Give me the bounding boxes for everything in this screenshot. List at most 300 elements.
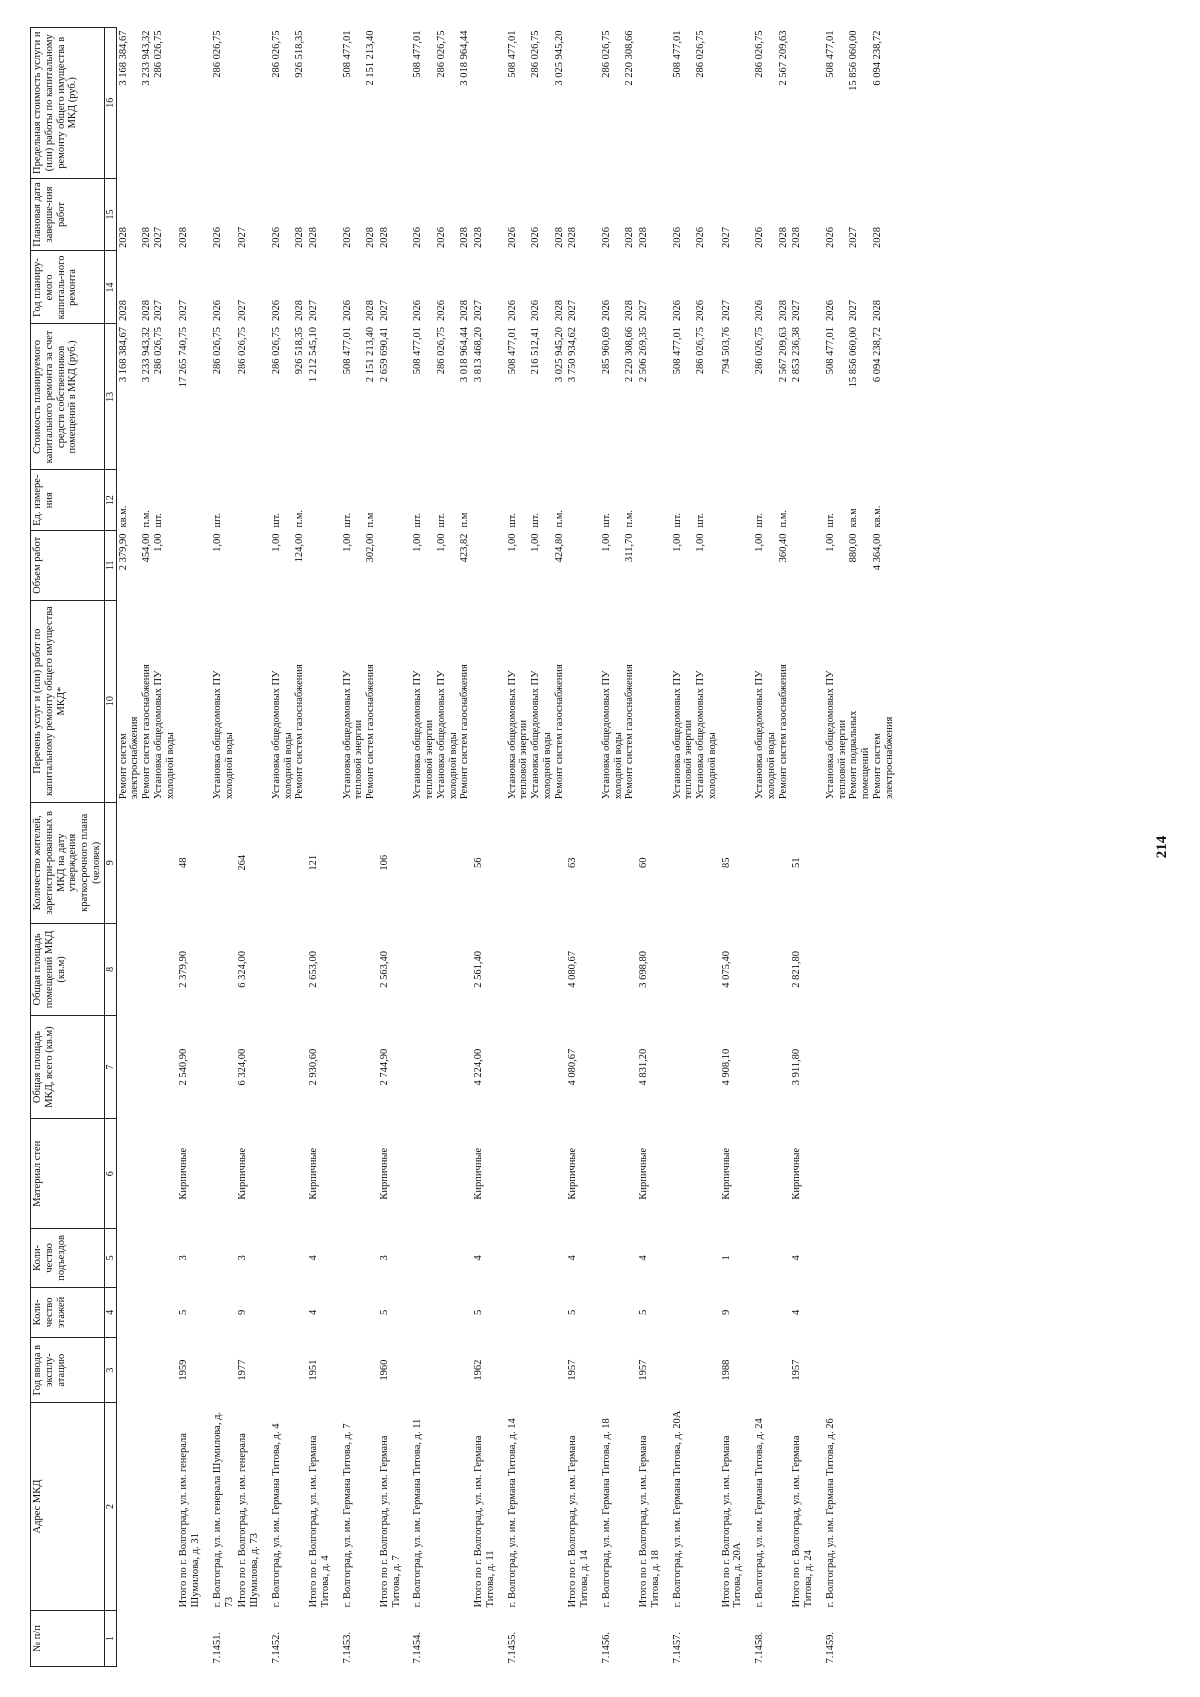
value-line: 2027 — [152, 226, 164, 248]
value-line — [683, 181, 695, 248]
value-line — [837, 534, 849, 598]
work-item: холодной воды — [765, 732, 777, 800]
work-item: Ремонт систем — [117, 733, 129, 800]
row-number — [236, 1610, 262, 1666]
limit-cost-cell — [116, 28, 177, 179]
works-list-cell — [637, 600, 663, 802]
unit-cell — [566, 470, 592, 531]
value-line: 508 477,01 — [506, 326, 518, 375]
floors-cell: 9 — [720, 1309, 732, 1315]
planned-year-cell — [270, 251, 307, 324]
row-spacer — [203, 28, 211, 1667]
works-list-cell — [236, 600, 262, 802]
work-item: электроснабжения — [129, 716, 141, 800]
work-item: тепловой энергии — [836, 719, 848, 800]
value-line — [837, 254, 849, 321]
value-line: 2028 — [624, 226, 636, 248]
work-item: помещений — [860, 747, 872, 800]
table-body — [116, 28, 896, 1667]
value-line — [224, 534, 236, 598]
value-line: п.м. — [553, 509, 565, 528]
value-line: шт. — [671, 512, 683, 528]
value-line — [353, 31, 365, 176]
column-header-5: Коли-чество подъездов — [31, 1229, 105, 1287]
value-line: 926 518,35 — [294, 326, 306, 375]
column-number-4: 4 — [104, 1287, 116, 1338]
value-line — [884, 254, 896, 321]
unit-cell — [506, 470, 567, 531]
value-line — [129, 254, 141, 321]
planned-year-cell — [824, 251, 897, 324]
total-area-cell: 6 324,00 — [237, 1048, 249, 1086]
value-line: 3 750 934,62 — [567, 326, 579, 383]
value-line — [424, 327, 436, 467]
value-line: 2026 — [341, 299, 353, 321]
value-line: 286 026,75 — [237, 326, 249, 375]
value-line: 286 026,75 — [435, 30, 447, 78]
table-row — [824, 28, 897, 1667]
end-date-cell — [824, 178, 897, 251]
residents-cell: 63 — [567, 857, 579, 869]
limit-cost-cell — [236, 28, 262, 179]
wall-material-cell: Кирпичные — [237, 1147, 249, 1200]
value-line: 2026 — [506, 226, 518, 248]
premises-area-cell — [753, 923, 790, 1015]
value-line — [283, 534, 295, 598]
value-line — [860, 473, 872, 528]
value-line: п.м — [459, 512, 471, 528]
total-area-cell: 4 224,00 — [473, 1048, 485, 1086]
value-line: шт. — [506, 512, 518, 528]
value-line: 3 018 964,44 — [459, 30, 471, 86]
volume-cell — [177, 531, 203, 601]
wall-material-cell — [411, 1119, 472, 1229]
build-year-cell: 1957 — [567, 1359, 579, 1381]
table-row — [116, 28, 177, 1667]
column-number-5: 5 — [104, 1229, 116, 1287]
build-year-cell: 1957 — [638, 1359, 650, 1381]
work-item: Установка общедомовых ПУ — [695, 670, 707, 800]
entrances-cell — [270, 1229, 307, 1287]
address-cell — [116, 1403, 177, 1611]
address-cell: г. Волгоград, ул. им. Германа Титова, д. 24 — [754, 1418, 766, 1608]
value-line: 2026 — [754, 299, 766, 321]
planned-year-cell — [116, 251, 177, 324]
work-item: Установка общедомовых ПУ — [754, 670, 766, 800]
cost-cell — [236, 324, 262, 470]
total-area-cell — [341, 1015, 378, 1118]
value-line — [860, 181, 872, 248]
column-header-16: Предельная стоимость услуги и (или) работы по капитальному ремонту общего имущества в МКД (руб.) — [31, 28, 105, 179]
end-date-cell — [600, 178, 637, 251]
build-year-cell: 1988 — [720, 1359, 732, 1381]
address-cell: Итого по г. Волгоград, ул. им. генерала Шумилова, д. 31 — [178, 1433, 202, 1608]
volume-cell — [307, 531, 333, 601]
value-line — [542, 327, 554, 467]
row-number: 7.1456. — [600, 1632, 612, 1664]
works-list-cell — [720, 600, 746, 802]
entrances-cell: 4 — [638, 1255, 650, 1261]
end-date-cell — [790, 178, 816, 251]
work-item: холодной воды — [706, 732, 718, 800]
address-cell: г. Волгоград, ул. им. Германа Титова, д. 18 — [600, 1418, 612, 1608]
column-header-8: Общая площадь помещений МКД (кв.м) — [31, 923, 105, 1015]
volume-cell — [671, 531, 720, 601]
value-line: п.м. — [624, 509, 636, 528]
unit-cell — [270, 470, 307, 531]
value-line: 6 094 238,72 — [871, 326, 883, 383]
limit-cost-cell — [790, 28, 816, 179]
address-cell: г. Волгоград, ул. им. Германа Титова, д. 4 — [270, 1423, 282, 1608]
value-line — [766, 534, 778, 598]
value-line — [613, 254, 625, 321]
premises-area-cell: 3 698,80 — [638, 951, 650, 988]
value-line: 286 026,75 — [211, 326, 223, 375]
table-row — [506, 28, 567, 1667]
value-line: шт. — [754, 512, 766, 528]
column-header-11: Объем работ — [31, 531, 105, 601]
value-line: 1,00 — [600, 533, 612, 552]
entrances-cell: 4 — [791, 1255, 803, 1261]
value-line: 880,00 — [848, 533, 860, 563]
value-line: 311,70 — [624, 533, 636, 562]
value-line: 2 151 213,40 — [365, 30, 377, 86]
value-line — [542, 254, 554, 321]
residents-cell — [411, 802, 472, 923]
floors-cell: 4 — [791, 1309, 803, 1315]
work-item: холодной воды — [447, 732, 459, 800]
work-item: Ремонт подвальных — [848, 710, 860, 800]
volume-cell — [341, 531, 378, 601]
value-line: 2028 — [294, 226, 306, 248]
value-line: 2 567 209,63 — [777, 326, 789, 383]
works-list-cell — [600, 600, 637, 802]
address-cell: Итого по г. Волгоград, ул. им. Германа Титова, д. 11 — [473, 1435, 496, 1608]
value-line: 508 477,01 — [412, 30, 424, 78]
value-line: шт. — [695, 512, 707, 528]
value-line: 1,00 — [671, 533, 683, 552]
value-line — [165, 534, 177, 598]
floors-cell — [671, 1287, 720, 1338]
column-number-12: 12 — [104, 470, 116, 531]
value-line: 2026 — [824, 226, 836, 248]
work-item: Установка общедомовых ПУ — [211, 670, 223, 800]
value-line — [884, 473, 896, 528]
row-number: 7.1451. — [211, 1632, 223, 1664]
work-item: тепловой энергии — [683, 719, 695, 800]
value-line: 2028 — [365, 226, 377, 248]
address-cell: Итого по г. Волгоград, ул. им. Германа Титова, д. 4 — [308, 1435, 331, 1608]
floors-cell: 5 — [638, 1309, 650, 1315]
table-row — [671, 28, 720, 1667]
works-list-cell — [566, 600, 592, 802]
column-number-1: 1 — [104, 1610, 116, 1666]
value-line — [707, 473, 719, 528]
floors-cell: 4 — [308, 1309, 320, 1315]
column-header-6: Материал стен — [31, 1119, 105, 1229]
value-line: 2028 — [459, 226, 471, 248]
total-area-cell — [411, 1015, 472, 1118]
value-line: 1,00 — [270, 533, 282, 552]
value-line — [353, 181, 365, 248]
value-line — [683, 254, 695, 321]
total-area-cell — [824, 1015, 897, 1118]
build-year-cell: 1962 — [473, 1359, 485, 1381]
row-number — [720, 1610, 746, 1666]
limit-cost-cell — [341, 28, 378, 179]
spacer-cell — [262, 28, 270, 1667]
value-line: шт. — [530, 512, 542, 528]
premises-area-cell — [671, 923, 720, 1015]
works-list-cell — [270, 600, 307, 802]
value-line — [165, 31, 177, 176]
floors-cell: 5 — [473, 1309, 485, 1315]
entrances-cell: 3 — [378, 1255, 390, 1261]
value-line: 302,00 — [365, 533, 377, 563]
value-line: 2027 — [848, 226, 860, 248]
value-line: 2028 — [365, 299, 377, 321]
work-item: Установка общедомовых ПУ — [671, 670, 683, 800]
address-cell: г. Волгоград, ул. им. Германа Титова, д. 20А — [671, 1410, 683, 1608]
works-list-cell — [753, 600, 790, 802]
table-row — [341, 28, 378, 1667]
entrances-cell — [116, 1229, 177, 1287]
value-line: 2028 — [567, 226, 579, 248]
address-cell: Итого по г. Волгоград, ул. им. Германа Титова, д. 24 — [791, 1435, 815, 1608]
value-line: 2026 — [530, 226, 542, 248]
entrances-cell — [211, 1229, 237, 1287]
value-line: 2028 — [378, 226, 390, 248]
value-line — [766, 473, 778, 528]
column-number-6: 6 — [104, 1119, 116, 1229]
value-line — [766, 31, 778, 176]
wall-material-cell: Кирпичные — [567, 1147, 579, 1200]
work-item: Ремонт систем газоснабжения — [365, 664, 377, 800]
address-cell: Итого по г. Волгоград, ул. им. генерала Шумилова, д. 73 — [237, 1433, 261, 1608]
cost-cell — [270, 324, 307, 470]
value-line: 216 512,41 — [530, 326, 542, 375]
value-line — [518, 181, 530, 248]
cost-cell — [753, 324, 790, 470]
table-header-row — [31, 28, 105, 1667]
value-line: 2027 — [237, 299, 249, 321]
value-line: шт. — [341, 512, 353, 528]
value-line — [766, 181, 778, 248]
value-line — [165, 473, 177, 528]
floors-cell — [600, 1287, 637, 1338]
value-line: 2026 — [600, 299, 612, 321]
value-line — [884, 327, 896, 467]
value-line: 6 094 238,72 — [871, 30, 883, 86]
planned-year-cell — [600, 251, 637, 324]
build-year-cell: 1957 — [791, 1359, 803, 1381]
address-cell: г. Волгоград, ул. им. генерала Шумилова, д. 73 — [211, 1411, 235, 1608]
value-line: 2 659 690,41 — [378, 326, 390, 383]
value-line — [448, 534, 460, 598]
work-item: холодной воды — [282, 732, 294, 800]
wall-material-cell: Кирпичные — [308, 1147, 320, 1200]
unit-cell — [177, 470, 203, 531]
planned-year-cell — [472, 251, 498, 324]
planned-year-cell — [341, 251, 378, 324]
value-line — [518, 534, 530, 598]
value-line: 423,82 — [459, 533, 471, 563]
column-number-10: 10 — [104, 600, 116, 802]
value-line: 2028 — [141, 226, 153, 248]
volume-cell — [637, 531, 663, 601]
value-line: 2026 — [412, 299, 424, 321]
value-line — [448, 254, 460, 321]
cost-cell — [341, 324, 378, 470]
planned-year-cell — [637, 251, 663, 324]
premises-area-cell: 2 379,90 — [178, 951, 190, 988]
value-line — [283, 254, 295, 321]
row-spacer — [333, 28, 341, 1667]
end-date-cell — [378, 178, 404, 251]
total-area-cell — [211, 1015, 237, 1118]
planned-year-cell — [566, 251, 592, 324]
value-line: 2028 — [624, 299, 636, 321]
value-line: 286 026,75 — [530, 30, 542, 78]
end-date-cell — [236, 178, 262, 251]
end-date-cell — [307, 178, 333, 251]
work-item: тепловой энергии — [518, 719, 530, 800]
value-line: шт. — [270, 512, 282, 528]
build-year-cell — [116, 1338, 177, 1403]
value-line — [224, 254, 236, 321]
limit-cost-cell — [671, 28, 720, 179]
residents-cell: 51 — [791, 857, 803, 869]
wall-material-cell — [341, 1119, 378, 1229]
value-line — [353, 534, 365, 598]
value-line: п.м. — [777, 509, 789, 528]
value-line — [542, 534, 554, 598]
value-line: 286 026,75 — [211, 30, 223, 78]
column-header-3: Год ввода в эксплу-атацию — [31, 1338, 105, 1403]
value-line: 508 477,01 — [824, 30, 836, 78]
value-line: 508 477,01 — [341, 326, 353, 375]
row-number — [566, 1610, 592, 1666]
value-line — [283, 181, 295, 248]
end-date-cell — [637, 178, 663, 251]
work-item: Установка общедомовых ПУ — [412, 670, 424, 800]
end-date-cell — [341, 178, 378, 251]
limit-cost-cell — [637, 28, 663, 179]
works-list-cell — [671, 600, 720, 802]
value-line: 2028 — [117, 299, 129, 321]
value-line — [542, 181, 554, 248]
cost-cell — [116, 324, 177, 470]
value-line: 2028 — [308, 226, 320, 248]
value-line: 1,00 — [412, 533, 424, 552]
value-line: кв.м — [848, 508, 860, 528]
value-line — [837, 31, 849, 176]
total-area-cell — [753, 1015, 790, 1118]
volume-cell — [720, 531, 746, 601]
value-line — [448, 31, 460, 176]
value-line: 286 026,75 — [152, 326, 164, 375]
works-list-cell — [307, 600, 333, 802]
value-line: шт. — [824, 512, 836, 528]
value-line — [224, 181, 236, 248]
value-line: 286 026,75 — [695, 30, 707, 78]
value-line: 2028 — [553, 226, 565, 248]
row-number: 7.1459. — [824, 1632, 836, 1664]
value-line — [224, 473, 236, 528]
value-line: шт. — [600, 512, 612, 528]
planned-year-cell — [236, 251, 262, 324]
row-spacer — [745, 28, 753, 1667]
row-spacer — [592, 28, 600, 1667]
cost-cell — [211, 324, 237, 470]
total-area-cell — [600, 1015, 637, 1118]
premises-area-cell: 2 653,00 — [308, 951, 320, 988]
table-row — [270, 28, 307, 1667]
value-line — [683, 534, 695, 598]
column-number-14: 14 — [104, 251, 116, 324]
value-line: 3 233 943,32 — [141, 326, 153, 383]
value-line: 1,00 — [695, 533, 707, 552]
volume-cell — [753, 531, 790, 601]
value-line: 2027 — [378, 299, 390, 321]
value-line: 508 477,01 — [671, 326, 683, 375]
planned-year-cell — [177, 251, 203, 324]
wall-material-cell: Кирпичные — [378, 1147, 390, 1200]
limit-cost-cell — [566, 28, 592, 179]
residents-cell: 85 — [720, 857, 732, 869]
value-line: п.м — [365, 512, 377, 528]
value-line: 2028 — [553, 299, 565, 321]
value-line — [518, 254, 530, 321]
value-line: 2026 — [211, 299, 223, 321]
work-item: тепловой энергии — [353, 719, 365, 800]
value-line: 2 220 308,66 — [624, 326, 636, 383]
volume-cell — [566, 531, 592, 601]
value-line — [424, 473, 436, 528]
wall-material-cell — [671, 1119, 720, 1229]
spacer-cell — [816, 28, 824, 1667]
build-year-cell — [270, 1338, 307, 1403]
row-number — [177, 1610, 203, 1666]
value-line: 2027 — [720, 299, 732, 321]
value-line: 2 220 308,66 — [624, 30, 636, 86]
work-item: Ремонт систем газоснабжения — [624, 664, 636, 800]
column-number-16: 16 — [104, 28, 116, 179]
entrances-cell — [506, 1229, 567, 1287]
works-list-cell — [506, 600, 567, 802]
address-cell: Итого по г. Волгоград, ул. им. Германа Титова, д. 20А — [720, 1435, 744, 1608]
address-cell: г. Волгоград, ул. им. Германа Титова, д. 26 — [824, 1418, 836, 1608]
value-line — [542, 473, 554, 528]
entrances-cell: 3 — [237, 1255, 249, 1261]
value-line: 3 025 945,20 — [553, 326, 565, 383]
work-item: Установка общедомовых ПУ — [152, 670, 164, 800]
value-line: 2028 — [777, 299, 789, 321]
value-line: 424,80 — [553, 533, 565, 563]
value-line: 286 026,75 — [435, 326, 447, 375]
total-row — [720, 28, 746, 1667]
wall-material-cell: Кирпичные — [720, 1147, 732, 1200]
total-area-cell: 3 911,80 — [791, 1048, 803, 1086]
unit-cell — [720, 470, 746, 531]
value-line: 926 518,35 — [294, 30, 306, 78]
entrances-cell — [411, 1229, 472, 1287]
column-number-13: 13 — [104, 324, 116, 470]
value-line: 2028 — [294, 299, 306, 321]
value-line: 2028 — [473, 226, 485, 248]
premises-area-cell — [824, 923, 897, 1015]
value-line: 286 026,75 — [754, 30, 766, 78]
